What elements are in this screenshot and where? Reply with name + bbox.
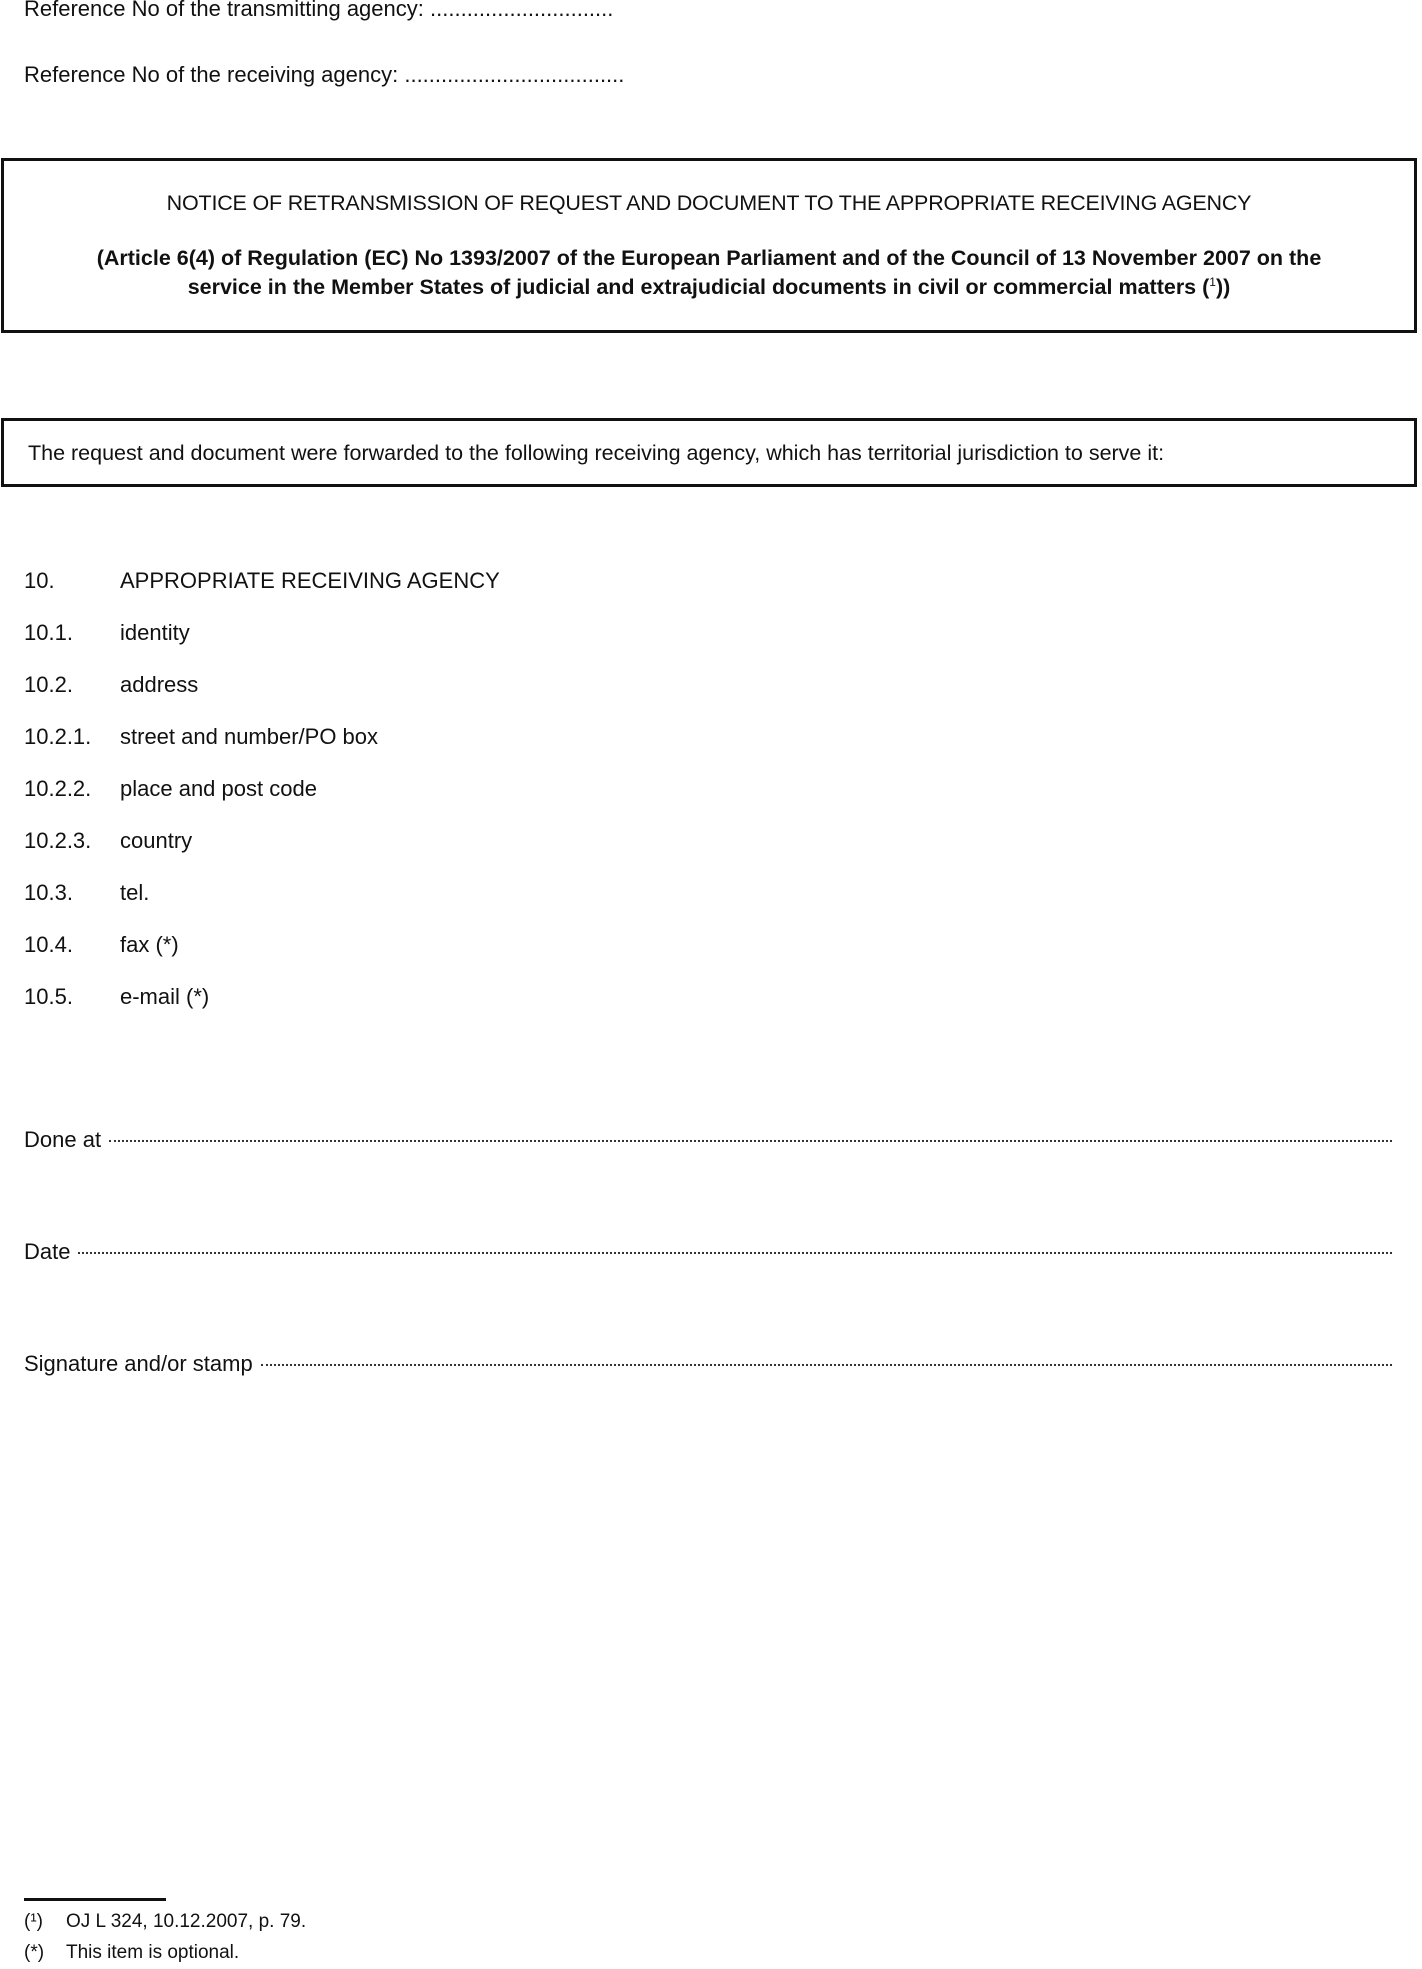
footnote-mark: (*)	[24, 1942, 45, 1963]
done-at-label: Done at	[24, 1127, 102, 1152]
item-label: fax (*)	[120, 932, 179, 957]
item-number: 10.2.1.	[24, 724, 92, 749]
notice-header-box	[1, 158, 1417, 333]
signature-label: Signature and/or stamp	[24, 1351, 253, 1376]
item-label: country	[120, 828, 193, 853]
date-field[interactable]	[24, 1237, 1392, 1267]
notice-title: NOTICE OF RETRANSMISSION OF REQUEST AND DOCUMENT TO THE APPROPRIATE RECEIVING AGENCY	[166, 191, 1252, 215]
item-number: 10.	[24, 568, 55, 593]
signature-dotted-line[interactable]	[261, 1364, 1392, 1366]
item-number: 10.2.3.	[24, 828, 92, 853]
footnote-separator	[24, 1898, 166, 1901]
item-label: place and post code	[120, 776, 317, 801]
item-label: identity	[120, 620, 190, 645]
item-number: 10.5.	[24, 984, 73, 1009]
transmitting-reference-field[interactable]	[24, 0, 613, 22]
item-number: 10.3.	[24, 880, 73, 905]
item-label: address	[120, 672, 199, 697]
signature-field[interactable]	[24, 1349, 1392, 1379]
item-label: e-mail (*)	[120, 984, 210, 1009]
done-at-dotted-line[interactable]	[109, 1140, 1392, 1142]
forward-statement: The request and document were forwarded to the following receiving agency, which has territorial jurisdiction to serve it:	[28, 441, 1165, 465]
receiving-reference-value[interactable]: ....................................	[404, 62, 625, 87]
transmitting-reference-label: Reference No of the transmitting agency:	[24, 0, 424, 21]
item-label: street and number/PO box	[120, 724, 379, 749]
footnote-mark: (¹)	[24, 1911, 43, 1932]
receiving-reference-label: Reference No of the receiving agency:	[24, 62, 399, 87]
legal-basis-line-2: service in the Member States of judicial and extrajudicial documents in civil or commercial matters (	[187, 275, 1210, 299]
item-label: tel.	[120, 880, 150, 905]
footnote-text: OJ L 324, 10.12.2007, p. 79.	[66, 1911, 307, 1932]
item-number: 10.2.	[24, 672, 73, 697]
legal-basis-line-1: (Article 6(4) of Regulation (EC) No 1393/2007 of the European Parliament and of the Council of 13 November 2007 on the	[96, 246, 1322, 270]
item-label: APPROPRIATE RECEIVING AGENCY	[120, 568, 500, 593]
item-number: 10.4.	[24, 932, 73, 957]
receiving-reference-field[interactable]	[24, 62, 624, 88]
notice-legal-basis	[24, 244, 1394, 302]
item-number: 10.1.	[24, 620, 73, 645]
date-dotted-line[interactable]	[78, 1252, 1392, 1254]
forward-statement-box	[1, 418, 1417, 487]
legal-basis-end: ))	[1215, 275, 1231, 299]
date-label: Date	[24, 1239, 71, 1264]
done-at-field[interactable]	[24, 1125, 1392, 1155]
item-number: 10.2.2.	[24, 776, 92, 801]
transmitting-reference-value[interactable]: ..............................	[430, 0, 614, 21]
footnote-text: This item is optional.	[66, 1942, 240, 1963]
footnote-reference-1[interactable]: 1	[1209, 275, 1216, 289]
